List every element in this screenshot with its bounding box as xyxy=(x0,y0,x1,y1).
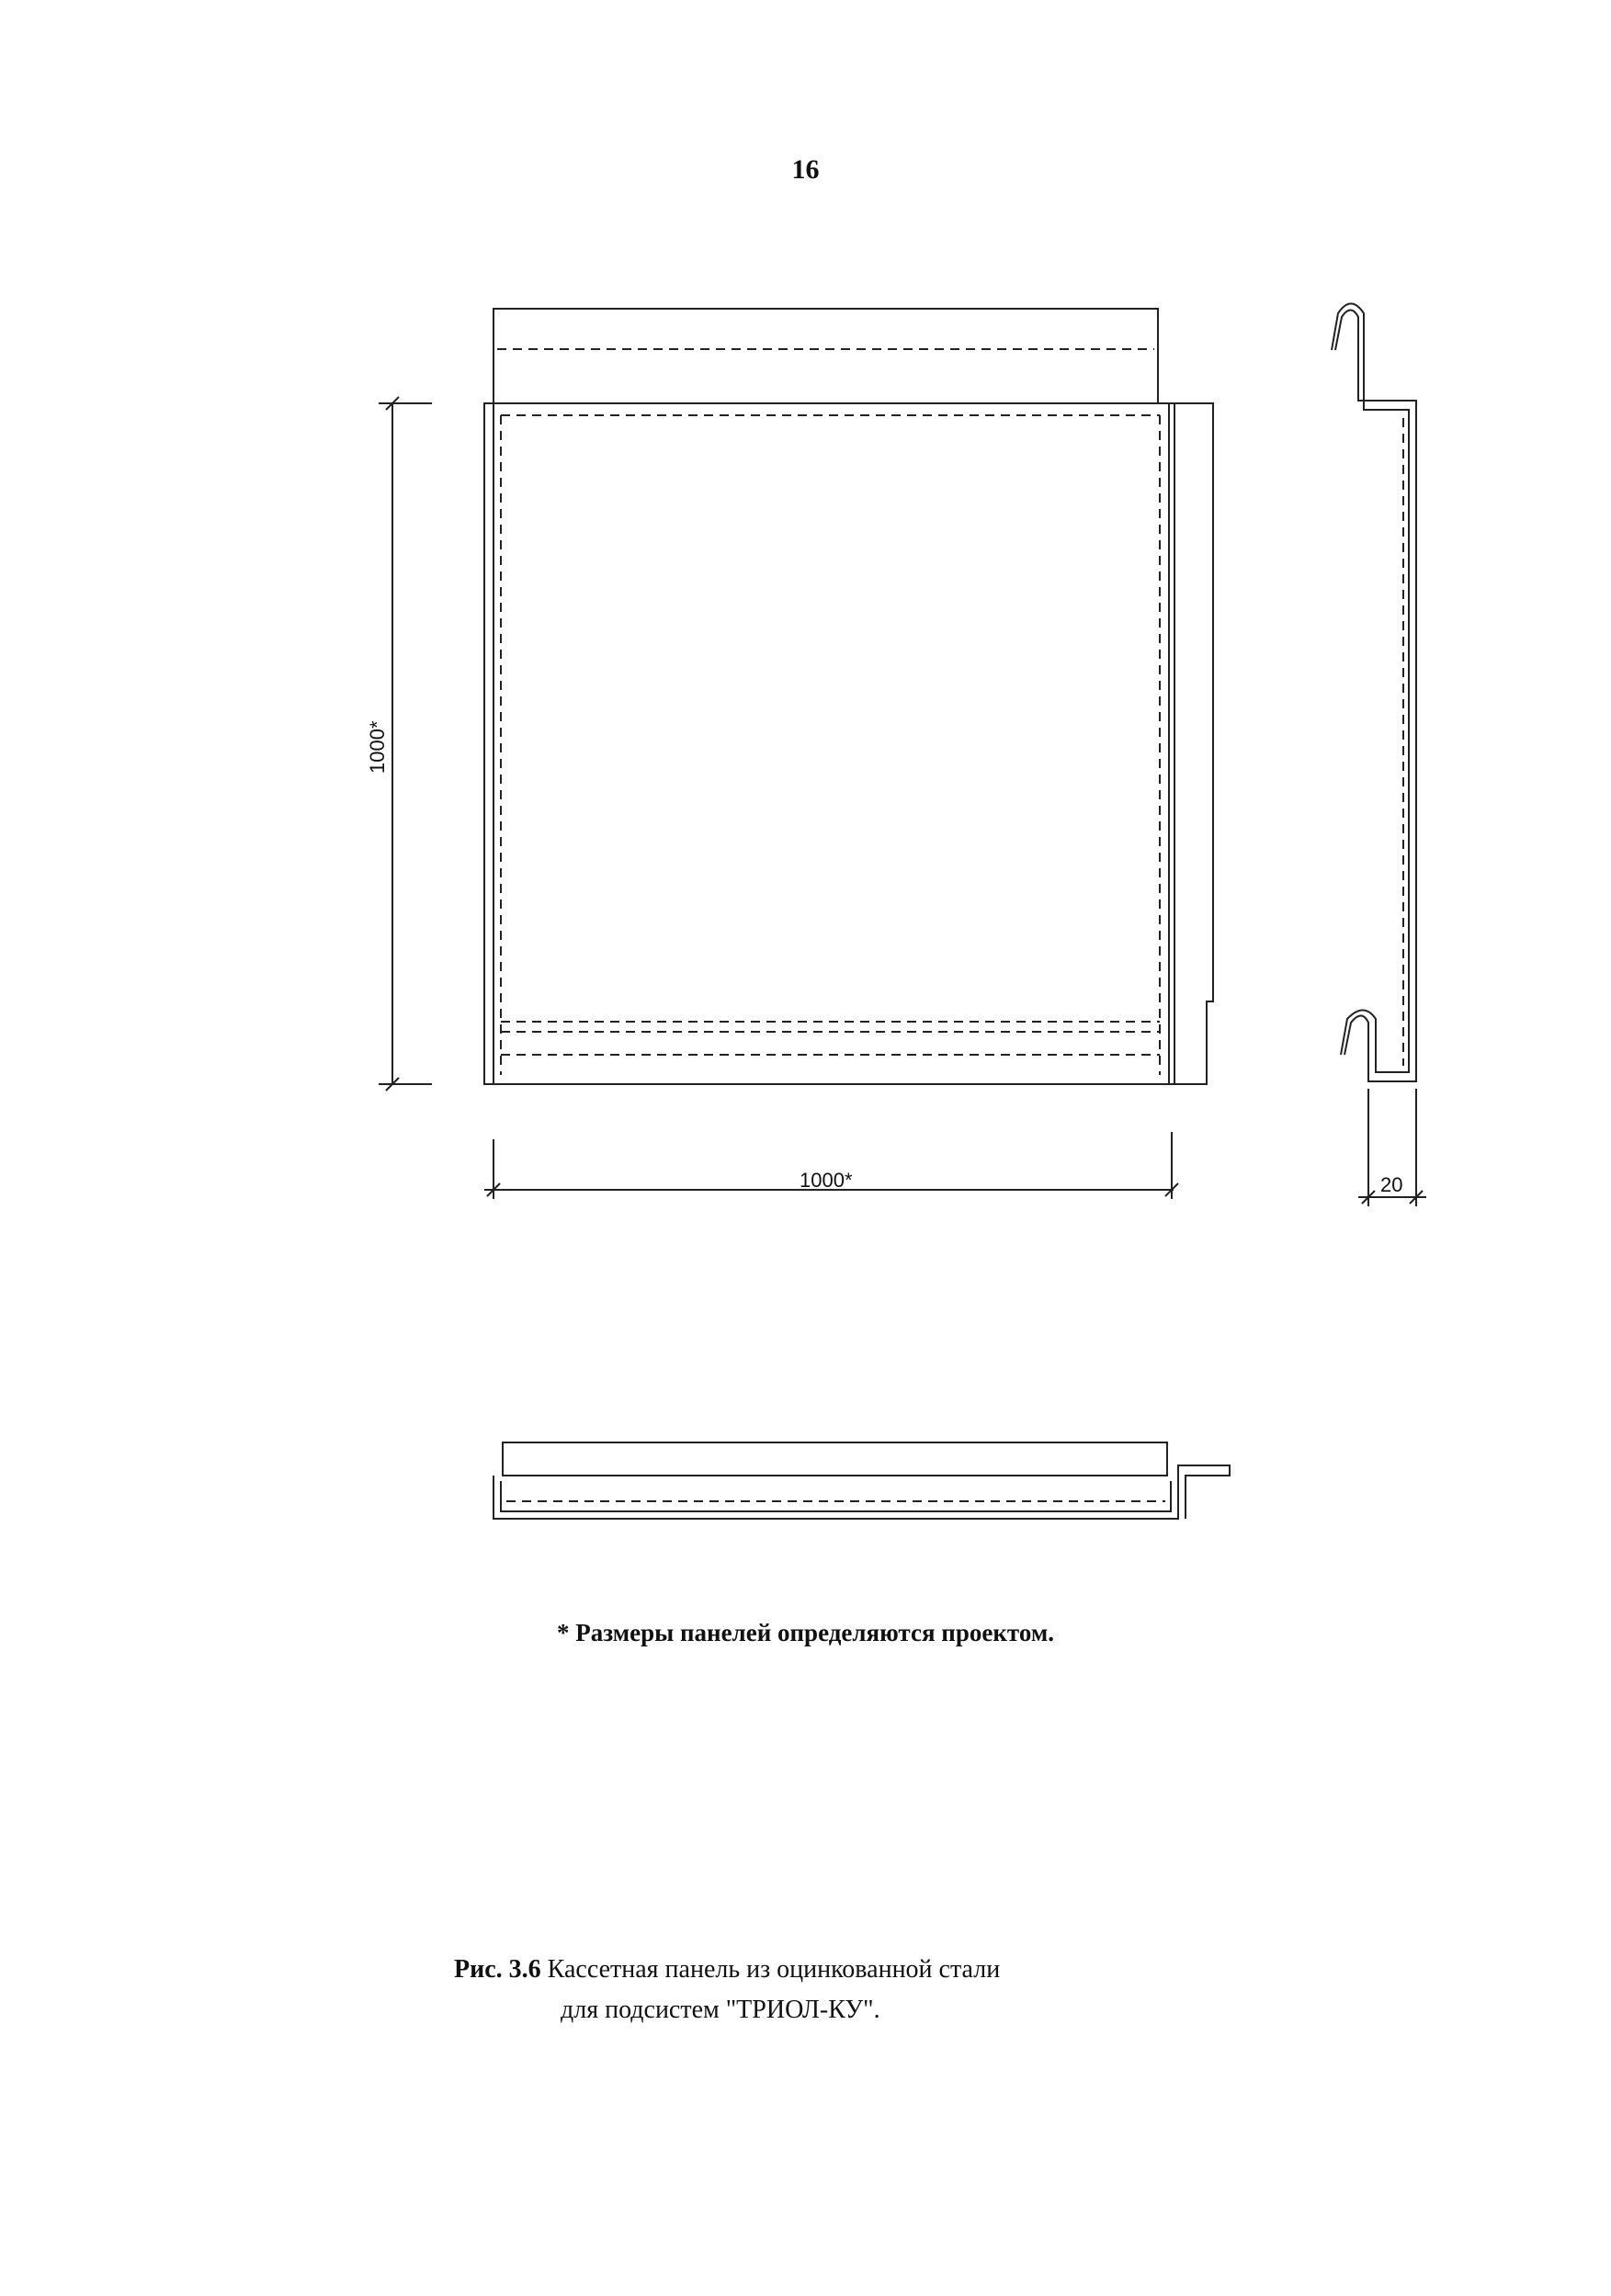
plan-top-flange xyxy=(503,1442,1167,1476)
figure-label: Рис. 3.6 xyxy=(454,1955,541,1984)
width-dimension-label: 1000* xyxy=(800,1169,853,1192)
figure-caption xyxy=(454,1950,1000,2030)
plan-view xyxy=(494,1442,1230,1519)
front-view xyxy=(379,309,1213,1199)
front-top-flange xyxy=(494,309,1158,403)
depth-dimension-label: 20 xyxy=(1380,1173,1403,1196)
side-view xyxy=(1332,304,1426,1207)
caption-line-2: для подсистем "ТРИОЛ-КУ". xyxy=(561,1996,880,2024)
page-number: 16 xyxy=(791,154,820,185)
front-panel-outline xyxy=(484,403,1213,1084)
dimensions-note: * Размеры панелей определяются проектом. xyxy=(557,1619,1054,1646)
plan-profile-inner xyxy=(501,1481,1171,1511)
caption-line-1 xyxy=(454,1950,1000,1990)
side-profile-inner xyxy=(1332,304,1409,1073)
figure-title: Кассетная панель из оцинкованной стали xyxy=(547,1955,1001,1984)
height-dimension-label: 1000* xyxy=(366,720,389,774)
